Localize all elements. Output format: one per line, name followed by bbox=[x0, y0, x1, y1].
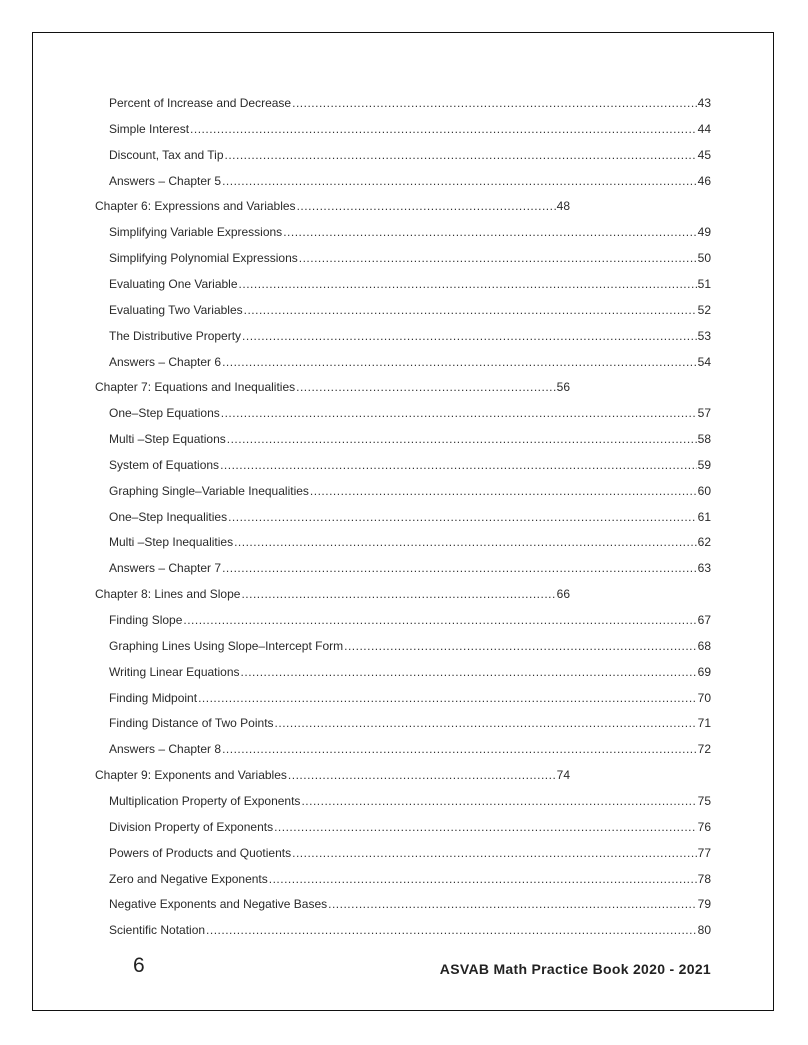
toc-entry-title: Multiplication Property of Exponents bbox=[109, 793, 301, 808]
toc-entry-title: Simplifying Polynomial Expressions bbox=[109, 251, 298, 266]
toc-entry-title: Multi –Step Inequalities bbox=[109, 535, 234, 550]
toc-dot-leader bbox=[288, 766, 556, 784]
toc-entry-title: Writing Linear Equations bbox=[109, 664, 240, 679]
toc-entry-page: 46 bbox=[697, 173, 711, 188]
toc-dot-leader bbox=[310, 482, 697, 500]
toc-entry-title: One–Step Inequalities bbox=[109, 509, 228, 524]
toc-section-row[interactable] bbox=[109, 508, 711, 526]
toc-entry-title: One–Step Equations bbox=[109, 406, 220, 421]
toc-entry-page: 54 bbox=[697, 354, 711, 369]
toc-section-row[interactable] bbox=[109, 689, 711, 707]
toc-section-row[interactable] bbox=[109, 430, 711, 448]
toc-dot-leader bbox=[241, 585, 555, 603]
toc-section-row[interactable] bbox=[109, 146, 711, 164]
toc-dot-leader bbox=[190, 120, 697, 138]
toc-entry-title: System of Equations bbox=[109, 457, 220, 472]
toc-chapter-row[interactable] bbox=[95, 197, 570, 215]
toc-entry-title: Finding Distance of Two Points bbox=[109, 716, 274, 731]
toc-entry-title: The Distributive Property bbox=[109, 328, 242, 343]
toc-entry-title: Zero and Negative Exponents bbox=[109, 871, 268, 886]
toc-entry-title: Evaluating One Variable bbox=[109, 276, 238, 291]
toc-dot-leader bbox=[221, 404, 697, 422]
toc-entry-title: Chapter 7: Equations and Inequalities bbox=[95, 380, 296, 395]
toc-entry-page: 60 bbox=[697, 483, 711, 498]
toc-dot-leader bbox=[222, 740, 697, 758]
toc-section-row[interactable] bbox=[109, 663, 711, 681]
toc-section-row[interactable] bbox=[109, 223, 711, 241]
toc-entry-title: Chapter 8: Lines and Slope bbox=[95, 587, 241, 602]
toc-entry-title: Chapter 6: Expressions and Variables bbox=[95, 199, 296, 214]
toc-dot-leader bbox=[283, 223, 696, 241]
toc-dot-leader bbox=[222, 559, 697, 577]
toc-dot-leader bbox=[275, 714, 697, 732]
toc-entry-page: 48 bbox=[556, 199, 570, 214]
toc-section-row[interactable] bbox=[109, 533, 711, 551]
toc-dot-leader bbox=[222, 353, 697, 371]
toc-entry-page: 66 bbox=[556, 587, 570, 602]
toc-dot-leader bbox=[239, 275, 697, 293]
book-title: ASVAB Math Practice Book 2020 - 2021 bbox=[439, 961, 711, 977]
toc-entry-title: Negative Exponents and Negative Bases bbox=[109, 897, 328, 912]
toc-entry-page: 53 bbox=[697, 328, 711, 343]
toc-chapter-row[interactable] bbox=[95, 585, 570, 603]
toc-section-row[interactable] bbox=[109, 844, 711, 862]
toc-dot-leader bbox=[183, 611, 696, 629]
page-number: 6 bbox=[133, 954, 145, 977]
toc-dot-leader bbox=[292, 94, 697, 112]
toc-section-row[interactable] bbox=[109, 559, 711, 577]
toc-entry-page: 68 bbox=[697, 638, 711, 653]
toc-entry-page: 61 bbox=[697, 509, 711, 524]
toc-entry-title: Simplifying Variable Expressions bbox=[109, 225, 283, 240]
toc-section-row[interactable] bbox=[109, 740, 711, 758]
toc-entry-page: 75 bbox=[697, 793, 711, 808]
toc-entry-page: 78 bbox=[697, 871, 711, 886]
toc-dot-leader bbox=[297, 197, 556, 215]
toc-entry-page: 52 bbox=[697, 302, 711, 317]
toc-entry-page: 69 bbox=[697, 664, 711, 679]
toc-section-row[interactable] bbox=[109, 172, 711, 190]
toc-entry-title: Finding Slope bbox=[109, 613, 183, 627]
toc-section-row[interactable] bbox=[109, 120, 711, 138]
toc-entry-title: Evaluating Two Variables bbox=[109, 302, 243, 317]
toc-entry-title: Graphing Single–Variable Inequalities bbox=[109, 483, 309, 498]
toc-entry-page: 76 bbox=[697, 819, 711, 834]
toc-entry-title: Simple Interest bbox=[109, 121, 190, 136]
toc-entry-title: Finding Midpoint bbox=[109, 690, 198, 705]
toc-dot-leader bbox=[198, 689, 697, 707]
toc-section-row[interactable] bbox=[109, 611, 711, 629]
toc-section-row[interactable] bbox=[109, 482, 711, 500]
toc-entry-title: Division Property of Exponents bbox=[109, 819, 274, 834]
toc-entry-page: 51 bbox=[697, 276, 711, 291]
toc-entry-page: 72 bbox=[697, 742, 711, 757]
toc-dot-leader bbox=[234, 533, 697, 551]
toc-section-row[interactable] bbox=[109, 456, 711, 474]
toc-dot-leader bbox=[244, 301, 697, 319]
toc-dot-leader bbox=[296, 378, 556, 396]
toc-entry-page: 71 bbox=[697, 716, 711, 731]
toc-entry-page: 57 bbox=[697, 406, 711, 421]
toc-entry-title: Answers – Chapter 5 bbox=[109, 173, 222, 188]
toc-section-row[interactable] bbox=[109, 94, 711, 112]
toc-dot-leader bbox=[222, 172, 697, 190]
toc-entry-page: 80 bbox=[697, 923, 711, 938]
toc-dot-leader bbox=[227, 430, 697, 448]
toc-entry-page: 62 bbox=[697, 535, 711, 550]
toc-section-row[interactable] bbox=[109, 870, 711, 888]
toc-section-row[interactable] bbox=[109, 895, 711, 913]
toc-entry-page: 50 bbox=[697, 251, 711, 266]
toc-entry-page: 70 bbox=[697, 690, 711, 705]
toc-entry-page: 58 bbox=[697, 432, 711, 447]
toc-section-row[interactable] bbox=[109, 249, 711, 267]
toc-entry-title: Graphing Lines Using Slope–Intercept Form bbox=[109, 638, 344, 653]
toc-section-row[interactable] bbox=[109, 637, 711, 655]
toc-entry-page: 63 bbox=[697, 561, 711, 576]
toc-entry-page: 77 bbox=[697, 845, 711, 860]
toc-entry-page: 49 bbox=[697, 225, 711, 240]
toc-dot-leader bbox=[228, 508, 697, 526]
toc-dot-leader bbox=[225, 146, 697, 164]
toc-entry-title: Percent of Increase and Decrease bbox=[109, 96, 292, 110]
toc-section-row[interactable] bbox=[109, 353, 711, 371]
toc-entry-title: Chapter 9: Exponents and Variables bbox=[95, 768, 287, 783]
toc-dot-leader bbox=[269, 870, 697, 888]
toc-dot-leader bbox=[301, 792, 696, 810]
toc-section-row[interactable] bbox=[109, 921, 711, 939]
toc-entry-title: Answers – Chapter 6 bbox=[109, 354, 222, 369]
toc-entry-title: Answers – Chapter 8 bbox=[109, 742, 222, 757]
toc-dot-leader bbox=[299, 249, 697, 267]
toc-entry-page: 56 bbox=[556, 380, 570, 395]
toc-dot-leader bbox=[242, 327, 697, 345]
toc-entry-page: 43 bbox=[697, 96, 711, 110]
toc-entry-page: 74 bbox=[556, 768, 570, 783]
toc-entry-page: 67 bbox=[697, 613, 711, 627]
toc-entry-title: Multi –Step Equations bbox=[109, 432, 226, 447]
toc-section-row[interactable] bbox=[109, 275, 711, 293]
toc-chapter-row[interactable] bbox=[95, 378, 570, 396]
toc-dot-leader bbox=[206, 921, 697, 939]
toc-entry-page: 79 bbox=[697, 897, 711, 912]
toc-chapter-row[interactable] bbox=[95, 766, 570, 784]
toc-dot-leader bbox=[220, 456, 697, 474]
toc-dot-leader bbox=[274, 818, 697, 836]
toc-section-row[interactable] bbox=[109, 792, 711, 810]
toc-entry-page: 44 bbox=[697, 121, 711, 136]
toc-section-row[interactable] bbox=[109, 714, 711, 732]
toc-section-row[interactable] bbox=[109, 404, 711, 422]
toc-entry-title: Discount, Tax and Tip bbox=[109, 147, 224, 162]
toc-entry-page: 45 bbox=[697, 147, 711, 162]
toc-dot-leader bbox=[328, 895, 697, 913]
toc-section-row[interactable] bbox=[109, 301, 711, 319]
toc-dot-leader bbox=[292, 844, 697, 862]
toc-entry-title: Answers – Chapter 7 bbox=[109, 561, 222, 576]
toc-dot-leader bbox=[241, 663, 697, 681]
toc-entry-page: 59 bbox=[697, 457, 711, 472]
toc-dot-leader bbox=[344, 637, 697, 655]
toc-entry-title: Powers of Products and Quotients bbox=[109, 845, 292, 860]
toc-section-row[interactable] bbox=[109, 818, 711, 836]
toc-entry-title: Scientific Notation bbox=[109, 923, 206, 938]
toc-section-row[interactable] bbox=[109, 327, 711, 345]
